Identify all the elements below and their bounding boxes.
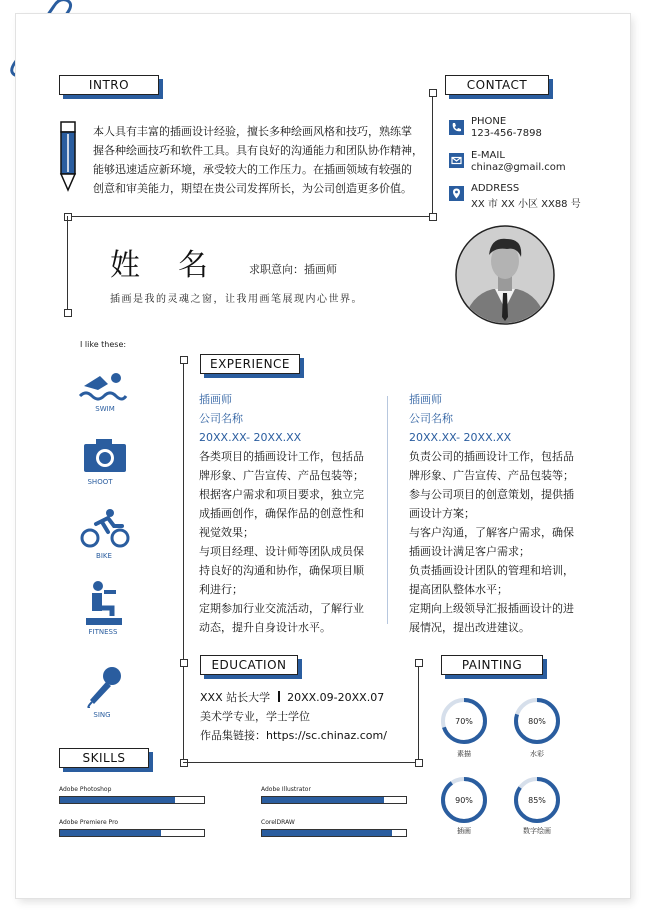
ring-percent: 90% <box>455 796 473 805</box>
motto: 插画是我的灵魂之窗，让我用画笔展现内心世界。 <box>110 294 363 305</box>
job-line: 定期向上级领导汇报插画设计的进 <box>409 602 574 615</box>
ring-label: 数字绘画 <box>523 827 551 835</box>
education-body <box>200 688 410 745</box>
phone-icon <box>449 120 464 135</box>
skill-bar <box>261 829 407 837</box>
job-line: 与客户沟通，了解客户需求，确保 <box>409 526 574 539</box>
education-major: 美术学专业，学士学位 <box>200 710 310 723</box>
company-name: 公司名称 <box>409 412 453 425</box>
pencil-icon <box>56 120 80 192</box>
address-label: ADDRESS <box>471 183 520 194</box>
portfolio-link[interactable]: 作品集链接：https://sc.chinaz.com/ <box>200 729 387 742</box>
divider-line <box>183 362 184 764</box>
job-line: 根据客户需求和项目要求，独立完 <box>199 488 364 501</box>
phone-label: PHONE <box>471 116 507 127</box>
experience-title: EXPERIENCE <box>200 354 300 374</box>
frame-node <box>180 759 188 767</box>
email-value: chinaz@gmail.com <box>471 162 566 173</box>
painting-ring <box>438 695 490 747</box>
experience-right <box>409 390 589 637</box>
bike-icon <box>80 508 130 548</box>
job-line: 参与公司项目的创意策划，提供插 <box>409 488 574 501</box>
address-value: XX 市 XX 小区 XX88 号 <box>471 199 581 210</box>
full-name: 姓 名 <box>110 248 212 283</box>
ring-label: 插画 <box>457 827 471 835</box>
swim-icon <box>78 368 128 404</box>
fitness-icon <box>84 580 124 626</box>
divider-line <box>183 762 418 763</box>
painting-ring <box>438 774 490 826</box>
microphone-icon <box>84 664 124 708</box>
intro-line: 能够迅速适应新环境，承受较大的工作压力。在插画领域有较强的 <box>93 163 412 176</box>
job-line: 定期参加行业交流活动，了解行业 <box>199 602 364 615</box>
skill-bar-fill <box>262 797 384 803</box>
education-school-row <box>200 688 410 707</box>
phone-value: 123-456-7898 <box>471 128 542 139</box>
job-line: 持良好的沟通和协作，确保项目顺 <box>199 564 364 577</box>
education-title: EDUCATION <box>200 655 298 675</box>
hobby-label: SHOOT <box>87 478 113 486</box>
skill-bar <box>59 796 205 804</box>
job-line: 牌形象、广告宣传、产品包装等； <box>199 469 364 482</box>
painting-title: PAINTING <box>441 655 543 675</box>
frame-node <box>429 89 437 97</box>
location-icon <box>449 186 464 201</box>
hobby-label: SWIM <box>95 405 115 413</box>
skills-title: SKILLS <box>59 748 149 768</box>
email-label: E-MAIL <box>471 150 505 161</box>
job-line: 各类项目的插画设计工作，包括品 <box>199 450 364 463</box>
education-period: 20XX.09-20XX.07 <box>287 691 385 704</box>
frame-node <box>64 309 72 317</box>
skill-bar <box>59 829 205 837</box>
job-line: 提高团队整体水平； <box>409 583 508 596</box>
hobby-label: BIKE <box>96 552 112 560</box>
skill-name: Adobe Photoshop <box>59 786 112 793</box>
camera-icon <box>82 436 128 474</box>
job-line: 画设计方案； <box>409 507 475 520</box>
job-line: 动态，提升自身设计水平。 <box>199 621 331 634</box>
ring-label: 水彩 <box>530 750 544 758</box>
avatar <box>455 225 555 325</box>
hobby-label: SING <box>93 711 111 719</box>
frame-node <box>64 213 72 221</box>
job-line: 展情况，提出改进建议。 <box>409 621 530 634</box>
job-line: 视觉效果； <box>199 526 254 539</box>
job-role: 插画师 <box>409 393 442 406</box>
contact-title: CONTACT <box>445 75 549 95</box>
experience-column-divider <box>387 396 388 624</box>
frame-node <box>180 659 188 667</box>
skill-bar <box>261 796 407 804</box>
intro-text <box>93 122 423 198</box>
intro-line: 本人具有丰富的插画设计经验，擅长多种绘画风格和技巧，熟练掌 <box>93 125 412 138</box>
frame-node <box>429 213 437 221</box>
job-line: 负责公司的插画设计工作，包括品 <box>409 450 574 463</box>
job-role: 插画师 <box>199 393 232 406</box>
skill-bar-fill <box>60 797 175 803</box>
hobby-label: FITNESS <box>88 628 118 636</box>
divider-line <box>67 216 432 217</box>
job-line: 插画设计满足客户需求； <box>409 545 530 558</box>
intro-line: 创意和审美能力，期望在贵公司发挥所长，为公司创造更多价值。 <box>93 182 412 195</box>
job-line: 负责插画设计团队的管理和培训， <box>409 564 574 577</box>
intro-line: 握各种绘画技巧和软件工具。具有良好的沟通能力和团队协作精神， <box>93 144 423 157</box>
hobbies-title: I like these: <box>80 340 127 349</box>
frame-node <box>415 759 423 767</box>
job-line: 成插画创作，确保作品的创意性和 <box>199 507 364 520</box>
job-period: 20XX.XX- 20XX.XX <box>409 431 512 444</box>
experience-left <box>199 390 379 637</box>
ring-percent: 85% <box>528 796 546 805</box>
school-name: XXX 站长大学 <box>200 691 271 704</box>
frame-node <box>180 356 188 364</box>
job-line: 牌形象、广告宣传、产品包装等； <box>409 469 574 482</box>
skill-name: CorelDRAW <box>261 819 295 826</box>
divider-line <box>432 92 433 216</box>
ring-percent: 80% <box>528 717 546 726</box>
ring-label: 素描 <box>457 750 471 758</box>
job-line: 利进行； <box>199 583 243 596</box>
skill-name: Adobe Premiere Pro <box>59 819 119 826</box>
painting-ring <box>511 695 563 747</box>
intro-title: INTRO <box>59 75 159 95</box>
job-objective: 求职意向：插画师 <box>249 263 337 276</box>
skill-name: Adobe Illustrator <box>261 786 311 793</box>
divider-line <box>418 662 419 763</box>
company-name: 公司名称 <box>199 412 243 425</box>
job-line: 与项目经理、设计师等团队成员保 <box>199 545 364 558</box>
ring-percent: 70% <box>455 717 473 726</box>
skill-bar-fill <box>60 830 161 836</box>
education-separator <box>278 691 280 702</box>
email-icon <box>449 153 464 168</box>
frame-node <box>415 659 423 667</box>
divider-line <box>67 216 68 312</box>
job-period: 20XX.XX- 20XX.XX <box>199 431 302 444</box>
skill-bar-fill <box>262 830 392 836</box>
painting-ring <box>511 774 563 826</box>
